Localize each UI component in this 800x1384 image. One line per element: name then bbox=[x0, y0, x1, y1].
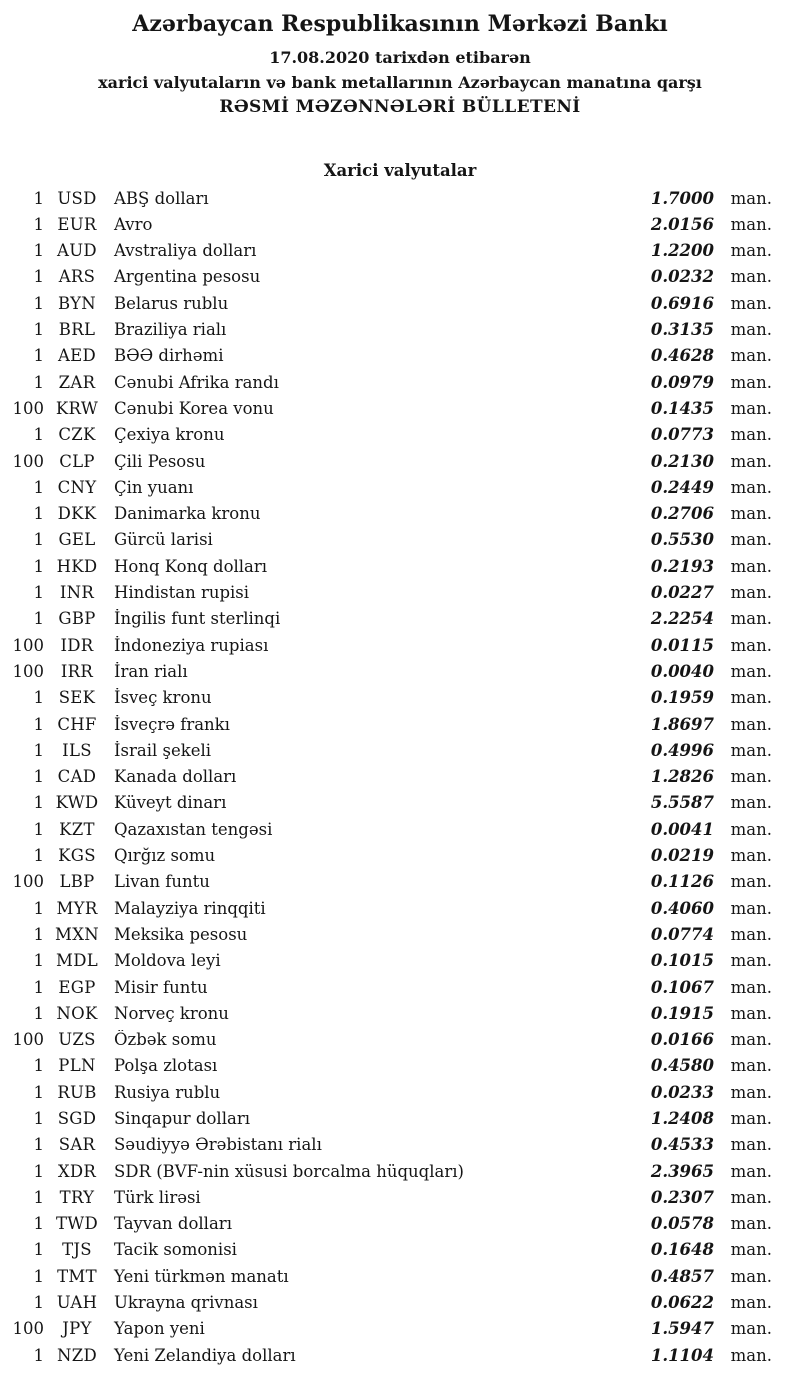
currency-unit: man. bbox=[730, 872, 772, 892]
currency-code: BRL bbox=[58, 320, 96, 340]
currency-quantity: 1 bbox=[33, 609, 44, 629]
currency-code: IDR bbox=[60, 635, 94, 655]
effective-date-line: 17.08.2020 tarixdən etibarən bbox=[269, 47, 531, 67]
table-row bbox=[0, 557, 772, 583]
currency-quantity: 1 bbox=[33, 714, 44, 734]
currency-rate: 0.2130 bbox=[650, 451, 714, 471]
currency-code: MDL bbox=[56, 951, 98, 971]
currency-code: PLN bbox=[58, 1056, 96, 1076]
currency-quantity: 1 bbox=[33, 924, 44, 944]
currency-rate: 2.3965 bbox=[650, 1161, 714, 1181]
currency-name: Sinqapur dolları bbox=[114, 1108, 250, 1128]
currency-code: BYN bbox=[57, 293, 97, 313]
currency-name: Argentina pesosu bbox=[114, 267, 261, 287]
currency-name: İsveç kronu bbox=[114, 688, 212, 708]
currency-code: MYR bbox=[56, 898, 98, 918]
currency-name: Yeni Zelandiya dolları bbox=[114, 1345, 296, 1365]
currency-name: Meksika pesosu bbox=[114, 924, 248, 944]
currency-name: Rusiya rublu bbox=[114, 1082, 221, 1102]
table-row bbox=[0, 793, 772, 819]
table-row bbox=[0, 373, 772, 399]
table-row bbox=[0, 951, 772, 977]
currency-unit: man. bbox=[730, 1187, 772, 1207]
document-header bbox=[0, 0, 800, 117]
currency-name: Çexiya kronu bbox=[114, 425, 225, 445]
currency-quantity: 1 bbox=[33, 819, 44, 839]
currency-rate: 1.8697 bbox=[650, 714, 714, 734]
currency-quantity: 1 bbox=[33, 425, 44, 445]
table-row bbox=[0, 1109, 772, 1135]
currency-unit: man. bbox=[730, 1266, 772, 1286]
currency-code: AUD bbox=[57, 241, 97, 261]
table-row bbox=[0, 1346, 772, 1372]
table-row bbox=[0, 1030, 772, 1056]
table-row bbox=[0, 925, 772, 951]
currency-rate: 1.7000 bbox=[650, 188, 714, 208]
table-row bbox=[0, 820, 772, 846]
currency-code: JPY bbox=[62, 1319, 92, 1339]
currency-code: RUB bbox=[57, 1082, 97, 1102]
currency-unit: man. bbox=[730, 451, 772, 471]
currency-rate: 0.0166 bbox=[650, 1030, 714, 1050]
currency-code: SAR bbox=[58, 1135, 96, 1155]
currency-quantity: 1 bbox=[33, 530, 44, 550]
currency-unit: man. bbox=[730, 346, 772, 366]
currency-code: GBP bbox=[58, 609, 96, 629]
currency-quantity: 1 bbox=[33, 293, 44, 313]
currency-code: DKK bbox=[57, 504, 97, 524]
table-row bbox=[0, 1214, 772, 1240]
currency-rate: 0.0578 bbox=[650, 1214, 714, 1234]
currency-quantity: 1 bbox=[33, 1214, 44, 1234]
currency-name: Livan funtu bbox=[114, 872, 210, 892]
currency-code: EGP bbox=[58, 977, 96, 997]
currency-unit: man. bbox=[730, 819, 772, 839]
currency-rate: 0.1915 bbox=[650, 1003, 714, 1023]
currency-unit: man. bbox=[730, 320, 772, 340]
currency-unit: man. bbox=[730, 688, 772, 708]
currency-code: KZT bbox=[59, 819, 95, 839]
currency-name: Küveyt dinarı bbox=[114, 793, 227, 813]
currency-quantity: 1 bbox=[33, 1161, 44, 1181]
currency-quantity: 1 bbox=[33, 1345, 44, 1365]
currency-quantity: 1 bbox=[33, 688, 44, 708]
currency-code: CLP bbox=[59, 451, 95, 471]
currency-rate: 0.0622 bbox=[650, 1293, 714, 1313]
table-row bbox=[0, 1188, 772, 1214]
currency-unit: man. bbox=[730, 1214, 772, 1234]
currency-quantity: 100 bbox=[12, 1319, 44, 1339]
currency-rate: 5.5587 bbox=[650, 793, 714, 813]
currency-unit: man. bbox=[730, 924, 772, 944]
currency-unit: man. bbox=[730, 372, 772, 392]
currency-code: TRY bbox=[59, 1187, 95, 1207]
currency-rate: 0.1126 bbox=[650, 872, 714, 892]
currency-code: IRR bbox=[60, 661, 94, 681]
currency-quantity: 1 bbox=[33, 346, 44, 366]
currency-code: UAH bbox=[56, 1293, 98, 1313]
currency-rate: 0.1015 bbox=[650, 951, 714, 971]
currency-code: EUR bbox=[57, 214, 97, 234]
currency-code: ZAR bbox=[58, 372, 96, 392]
currency-unit: man. bbox=[730, 635, 772, 655]
currency-code: LBP bbox=[59, 872, 95, 892]
currency-unit: man. bbox=[730, 767, 772, 787]
page-title: Azərbaycan Respublikasının Mərkəzi Bankı bbox=[132, 11, 668, 37]
currency-quantity: 1 bbox=[33, 1003, 44, 1023]
currency-quantity: 100 bbox=[12, 635, 44, 655]
currency-unit: man. bbox=[730, 1108, 772, 1128]
currency-quantity: 100 bbox=[12, 661, 44, 681]
currency-name: Honq Konq dolları bbox=[114, 556, 268, 576]
currency-unit: man. bbox=[730, 1082, 772, 1102]
currency-quantity: 1 bbox=[33, 477, 44, 497]
currency-rate: 0.6916 bbox=[650, 293, 714, 313]
currency-code: CZK bbox=[58, 425, 96, 445]
currency-rate: 2.0156 bbox=[650, 214, 714, 234]
currency-code: ILS bbox=[62, 740, 92, 760]
currency-code: ARS bbox=[58, 267, 96, 287]
currency-unit: man. bbox=[730, 1161, 772, 1181]
currency-rate: 0.0774 bbox=[650, 924, 714, 944]
currency-name: Norveç kronu bbox=[114, 1003, 229, 1023]
table-row bbox=[0, 294, 772, 320]
currency-name: Özbək somu bbox=[114, 1030, 217, 1050]
currency-name: Braziliya rialı bbox=[114, 320, 227, 340]
table-row bbox=[0, 609, 772, 635]
currency-code: UZS bbox=[58, 1030, 96, 1050]
currency-quantity: 1 bbox=[33, 214, 44, 234]
currency-rate: 0.0040 bbox=[650, 661, 714, 681]
table-row bbox=[0, 530, 772, 556]
table-row bbox=[0, 267, 772, 293]
currency-rate: 0.1067 bbox=[650, 977, 714, 997]
currency-rate: 0.5530 bbox=[650, 530, 714, 550]
table-row bbox=[0, 1135, 772, 1161]
currency-unit: man. bbox=[730, 1319, 772, 1339]
currency-rate: 0.0115 bbox=[650, 635, 714, 655]
currency-unit: man. bbox=[730, 609, 772, 629]
currency-name: Tayvan dolları bbox=[114, 1214, 232, 1234]
currency-quantity: 1 bbox=[33, 740, 44, 760]
currency-code: TWD bbox=[55, 1214, 99, 1234]
currency-quantity: 1 bbox=[33, 241, 44, 261]
currency-quantity: 1 bbox=[33, 951, 44, 971]
currency-quantity: 1 bbox=[33, 1187, 44, 1207]
currency-rate: 0.1648 bbox=[650, 1240, 714, 1260]
currency-quantity: 1 bbox=[33, 556, 44, 576]
currency-quantity: 100 bbox=[12, 451, 44, 471]
table-row bbox=[0, 1293, 772, 1319]
currency-code: SGD bbox=[57, 1108, 97, 1128]
currency-code: XDR bbox=[57, 1161, 97, 1181]
currency-rate: 0.0232 bbox=[650, 267, 714, 287]
currency-unit: man. bbox=[730, 1135, 772, 1155]
currency-name: Hindistan rupisi bbox=[114, 583, 250, 603]
currency-quantity: 1 bbox=[33, 1293, 44, 1313]
currency-name: İndoneziya rupiası bbox=[114, 635, 269, 655]
currency-quantity: 1 bbox=[33, 793, 44, 813]
currency-rate: 1.2826 bbox=[650, 767, 714, 787]
table-row bbox=[0, 715, 772, 741]
currency-code: CNY bbox=[57, 477, 97, 497]
currency-unit: man. bbox=[730, 1003, 772, 1023]
currency-unit: man. bbox=[730, 293, 772, 313]
currency-code: AED bbox=[57, 346, 97, 366]
currency-code: SEK bbox=[58, 688, 96, 708]
currency-code: INR bbox=[59, 583, 95, 603]
table-row bbox=[0, 1004, 772, 1030]
currency-unit: man. bbox=[730, 977, 772, 997]
currency-rate: 0.4857 bbox=[650, 1266, 714, 1286]
table-row bbox=[0, 504, 772, 530]
currency-quantity: 1 bbox=[33, 1240, 44, 1260]
currency-rate: 0.4533 bbox=[650, 1135, 714, 1155]
currency-unit: man. bbox=[730, 951, 772, 971]
currency-name: Polşa zlotası bbox=[114, 1056, 218, 1076]
currency-rate: 1.2200 bbox=[650, 241, 714, 261]
currency-quantity: 1 bbox=[33, 1082, 44, 1102]
rates-table bbox=[0, 189, 772, 1372]
currency-quantity: 100 bbox=[12, 872, 44, 892]
currency-name: Avstraliya dolları bbox=[114, 241, 257, 261]
currency-unit: man. bbox=[730, 740, 772, 760]
currency-quantity: 1 bbox=[33, 583, 44, 603]
currency-code: NOK bbox=[56, 1003, 98, 1023]
currency-rate: 0.0219 bbox=[650, 846, 714, 866]
table-row bbox=[0, 741, 772, 767]
currency-name: Çili Pesosu bbox=[114, 451, 206, 471]
table-row bbox=[0, 636, 772, 662]
table-row bbox=[0, 899, 772, 925]
currency-quantity: 1 bbox=[33, 898, 44, 918]
currency-rate: 0.1959 bbox=[650, 688, 714, 708]
currency-name: Ukrayna qrivnası bbox=[114, 1293, 258, 1313]
table-row bbox=[0, 872, 772, 898]
table-row bbox=[0, 478, 772, 504]
currency-rate: 0.0041 bbox=[650, 819, 714, 839]
currency-quantity: 1 bbox=[33, 504, 44, 524]
currency-quantity: 100 bbox=[12, 398, 44, 418]
currency-unit: man. bbox=[730, 661, 772, 681]
currency-quantity: 1 bbox=[33, 1056, 44, 1076]
table-row bbox=[0, 452, 772, 478]
currency-name: Danimarka kronu bbox=[114, 504, 261, 524]
table-row bbox=[0, 189, 772, 215]
table-row bbox=[0, 1083, 772, 1109]
currency-rate: 0.0233 bbox=[650, 1082, 714, 1102]
currency-quantity: 1 bbox=[33, 1266, 44, 1286]
currency-unit: man. bbox=[730, 846, 772, 866]
currency-rate: 0.3135 bbox=[650, 320, 714, 340]
table-row bbox=[0, 346, 772, 372]
currency-unit: man. bbox=[730, 1056, 772, 1076]
currency-rate: 0.0773 bbox=[650, 425, 714, 445]
currency-rate: 0.4580 bbox=[650, 1056, 714, 1076]
currency-name: Yapon yeni bbox=[114, 1319, 205, 1339]
currency-name: Kanada dolları bbox=[114, 767, 237, 787]
table-row bbox=[0, 767, 772, 793]
currency-unit: man. bbox=[730, 1240, 772, 1260]
currency-name: İsrail şekeli bbox=[114, 740, 212, 760]
currency-code: GEL bbox=[58, 530, 96, 550]
currency-code: TMT bbox=[57, 1266, 97, 1286]
currency-unit: man. bbox=[730, 1293, 772, 1313]
currency-rate: 0.2706 bbox=[650, 504, 714, 524]
currency-rate: 0.2193 bbox=[650, 556, 714, 576]
table-row bbox=[0, 320, 772, 346]
currency-name: Cənubi Korea vonu bbox=[114, 398, 274, 418]
currency-rate: 1.5947 bbox=[650, 1319, 714, 1339]
currency-code: NZD bbox=[56, 1345, 98, 1365]
currency-code: CAD bbox=[57, 767, 97, 787]
currency-name: Avro bbox=[114, 214, 153, 234]
section-title: Xarici valyutalar bbox=[323, 160, 477, 180]
table-row bbox=[0, 1056, 772, 1082]
table-row bbox=[0, 425, 772, 451]
currency-quantity: 1 bbox=[33, 1108, 44, 1128]
currency-unit: man. bbox=[730, 714, 772, 734]
currency-quantity: 1 bbox=[33, 767, 44, 787]
currency-name: ABŞ dolları bbox=[114, 188, 209, 208]
currency-unit: man. bbox=[730, 188, 772, 208]
currency-rate: 0.2307 bbox=[650, 1187, 714, 1207]
currency-quantity: 1 bbox=[33, 188, 44, 208]
currency-rate: 0.1435 bbox=[650, 398, 714, 418]
currency-quantity: 1 bbox=[33, 977, 44, 997]
currency-quantity: 1 bbox=[33, 372, 44, 392]
currency-quantity: 1 bbox=[33, 846, 44, 866]
currency-unit: man. bbox=[730, 1030, 772, 1050]
currency-quantity: 1 bbox=[33, 267, 44, 287]
currency-unit: man. bbox=[730, 530, 772, 550]
currency-name: İngilis funt sterlinqi bbox=[114, 609, 281, 629]
currency-quantity: 1 bbox=[33, 1135, 44, 1155]
currency-name: Türk lirəsi bbox=[114, 1187, 201, 1207]
table-row bbox=[0, 978, 772, 1004]
currency-unit: man. bbox=[730, 214, 772, 234]
currency-name: SDR (BVF-nin xüsusi borcalma hüquqları) bbox=[114, 1161, 464, 1181]
table-row bbox=[0, 1319, 772, 1345]
table-row bbox=[0, 583, 772, 609]
currency-rate: 1.2408 bbox=[650, 1108, 714, 1128]
table-row bbox=[0, 846, 772, 872]
currency-unit: man. bbox=[730, 583, 772, 603]
currency-rate: 0.4996 bbox=[650, 740, 714, 760]
table-row bbox=[0, 662, 772, 688]
table-row bbox=[0, 688, 772, 714]
subject-line: xarici valyutaların və bank metallarının Azərbaycan manatına qarşı bbox=[98, 72, 702, 92]
currency-name: Misir funtu bbox=[114, 977, 208, 997]
currency-code: USD bbox=[57, 188, 97, 208]
currency-unit: man. bbox=[730, 267, 772, 287]
currency-unit: man. bbox=[730, 504, 772, 524]
currency-name: Malayziya rinqqiti bbox=[114, 898, 266, 918]
currency-name: Yeni türkmən manatı bbox=[114, 1266, 289, 1286]
currency-name: Səudiyyə Ərəbistanı rialı bbox=[114, 1135, 322, 1155]
currency-rate: 2.2254 bbox=[650, 609, 714, 629]
currency-rate: 0.0227 bbox=[650, 583, 714, 603]
currency-code: HKD bbox=[56, 556, 98, 576]
table-row bbox=[0, 215, 772, 241]
table-row bbox=[0, 1162, 772, 1188]
bulletin-title: RƏSMİ MƏZƏNNƏLƏRİ BÜLLETENİ bbox=[219, 96, 581, 117]
currency-unit: man. bbox=[730, 556, 772, 576]
currency-name: İran rialı bbox=[114, 661, 188, 681]
currency-name: Gürcü larisi bbox=[114, 530, 213, 550]
currency-rate: 0.2449 bbox=[650, 477, 714, 497]
currency-name: Qazaxıstan tengəsi bbox=[114, 819, 273, 839]
currency-unit: man. bbox=[730, 477, 772, 497]
table-row bbox=[0, 399, 772, 425]
currency-name: Tacik somonisi bbox=[114, 1240, 237, 1260]
currency-code: KRW bbox=[55, 398, 99, 418]
currency-rate: 0.4628 bbox=[650, 346, 714, 366]
table-row bbox=[0, 1240, 772, 1266]
currency-code: KWD bbox=[55, 793, 99, 813]
currency-name: İsveçrə frankı bbox=[114, 714, 230, 734]
currency-rate: 0.0979 bbox=[650, 372, 714, 392]
currency-code: TJS bbox=[62, 1240, 92, 1260]
currency-code: KGS bbox=[58, 846, 96, 866]
currency-code: CHF bbox=[57, 714, 97, 734]
currency-quantity: 1 bbox=[33, 320, 44, 340]
currency-name: Belarus rublu bbox=[114, 293, 229, 313]
currency-unit: man. bbox=[730, 898, 772, 918]
currency-name: Cənubi Afrika randı bbox=[114, 372, 279, 392]
currency-unit: man. bbox=[730, 398, 772, 418]
currency-unit: man. bbox=[730, 793, 772, 813]
currency-name: Qırğız somu bbox=[114, 846, 216, 866]
currency-name: Çin yuanı bbox=[114, 477, 194, 497]
currency-name: BƏƏ dirhəmi bbox=[114, 346, 224, 366]
currency-unit: man. bbox=[730, 425, 772, 445]
table-row bbox=[0, 241, 772, 267]
currency-unit: man. bbox=[730, 241, 772, 261]
currency-rate: 0.4060 bbox=[650, 898, 714, 918]
currency-quantity: 100 bbox=[12, 1030, 44, 1050]
currency-unit: man. bbox=[730, 1345, 772, 1365]
table-row bbox=[0, 1267, 772, 1293]
currency-name: Moldova leyi bbox=[114, 951, 221, 971]
currency-code: MXN bbox=[55, 924, 99, 944]
currency-rate: 1.1104 bbox=[650, 1345, 714, 1365]
